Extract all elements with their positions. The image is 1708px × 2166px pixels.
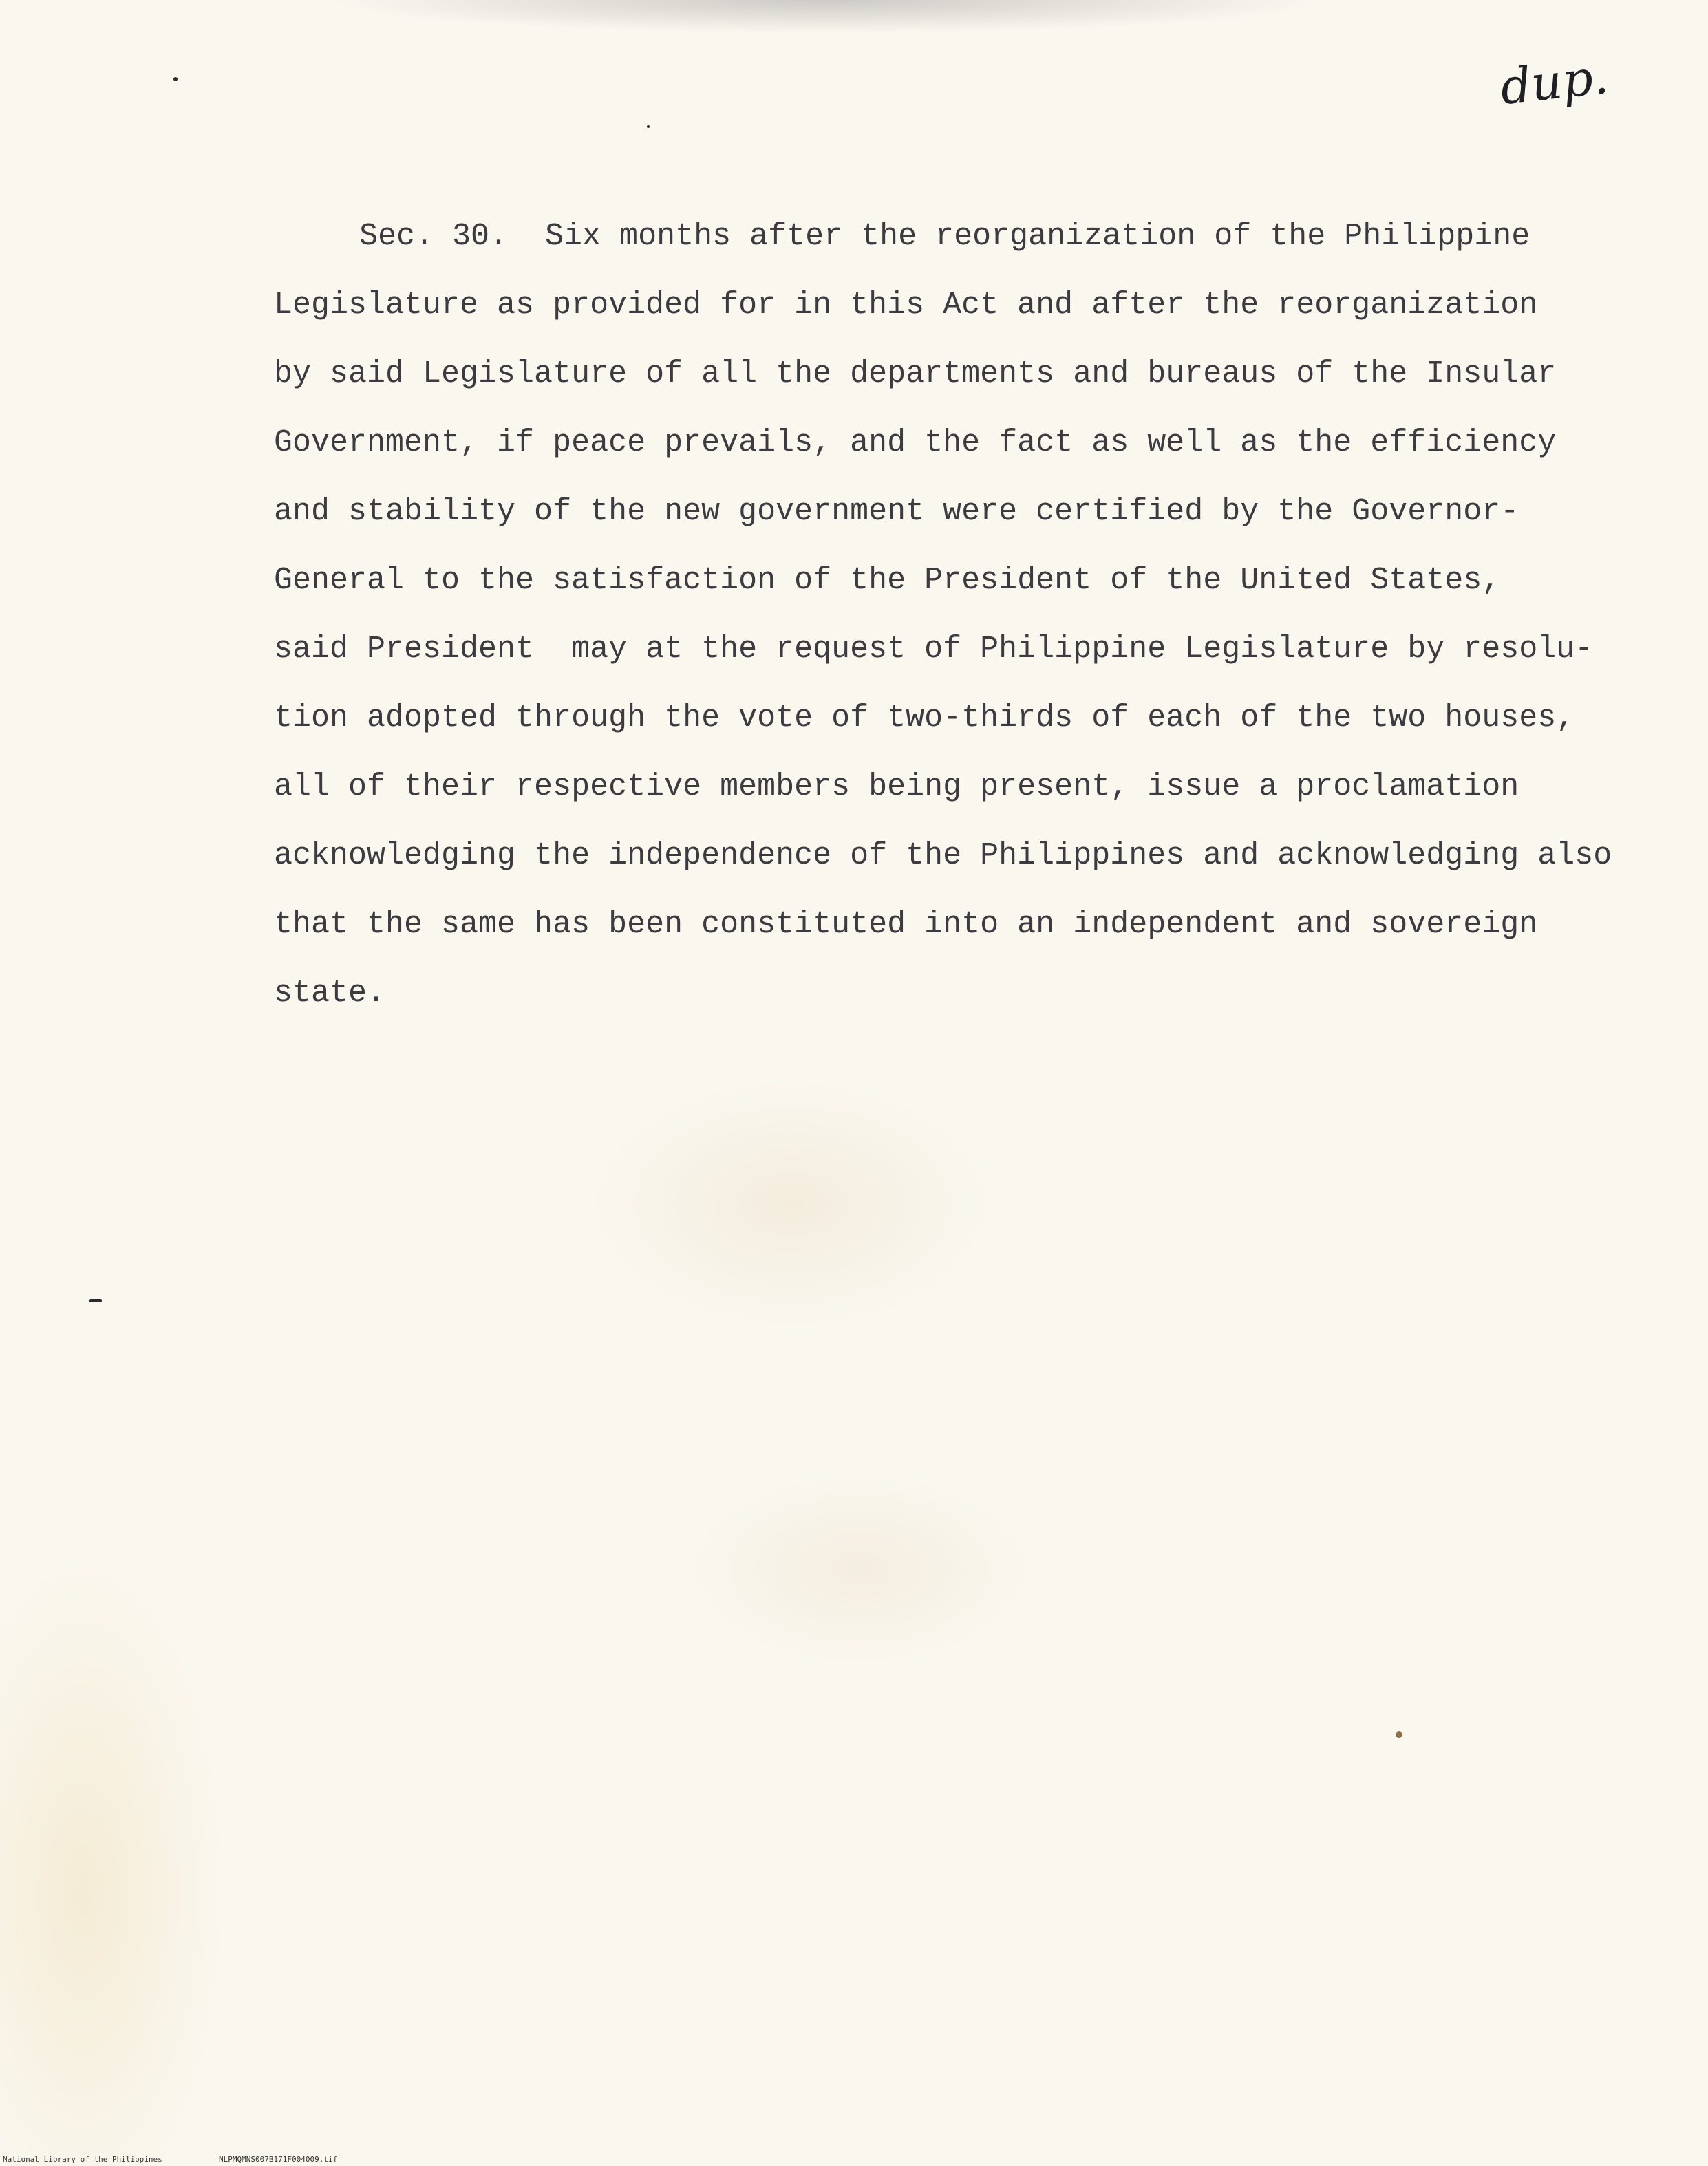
paragraph-line: General to the satisfaction of the President of the United States, [274,563,1501,598]
paragraph-line: all of their respective members being present, issue a proclamation [274,769,1519,804]
paragraph-line: acknowledging the independence of the Philippines and acknowledging also [274,838,1612,873]
paragraph-line: Legislature as provided for in this Act and after the reorganization [274,288,1538,323]
paragraph-line: Government, if peace prevails, and the fact as well as the efficiency [274,425,1557,460]
paragraph-line: state. [274,976,386,1011]
paragraph-line: tion adopted through the vote of two-thirds of each of the two houses, [274,700,1575,736]
paragraph-line: by said Legislature of all the departments and bureaus of the Insular [274,356,1557,392]
paper-speck [173,77,178,81]
section-paragraph [274,202,1612,1028]
paper-speck [89,1299,102,1302]
footer-file-id: NLPMQMNS007B171F004009.tif [219,2155,338,2164]
paragraph-line: that the same has been constituted into an independent and sovereign [274,907,1538,942]
handwritten-annotation: dup. [1497,48,1611,116]
paragraph-line: said President may at the request of Philippine Legislature by resolu- [274,632,1594,667]
paper-speck [647,125,650,128]
paper-speck [1396,1731,1402,1738]
paragraph-line: Sec. 30. Six months after the reorganization of the Philippine [359,219,1530,254]
paragraph-line: and stability of the new government were certified by the Governor- [274,494,1519,529]
footer-library: National Library of the Philippines [3,2155,162,2164]
